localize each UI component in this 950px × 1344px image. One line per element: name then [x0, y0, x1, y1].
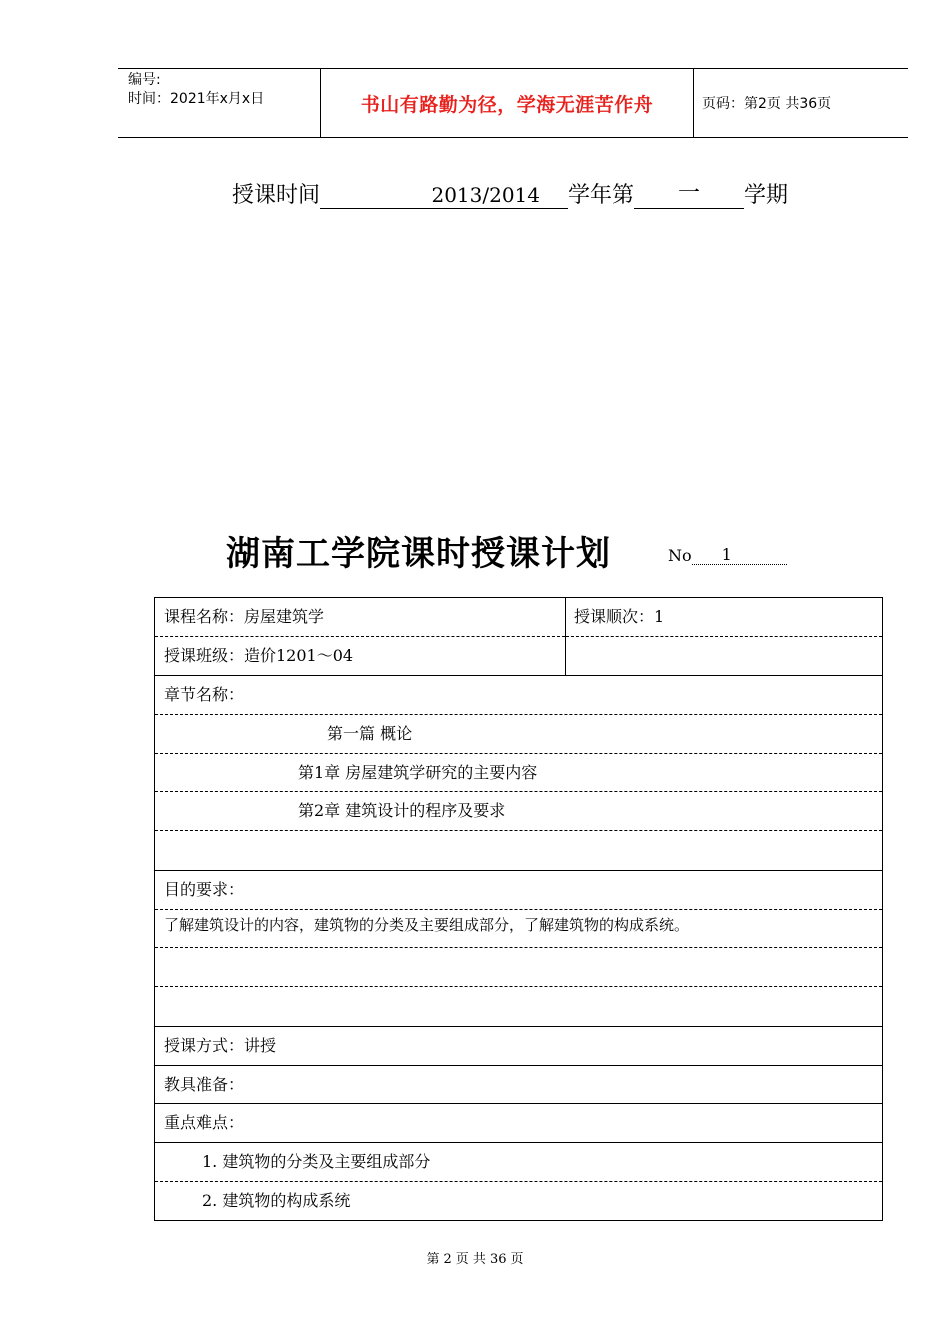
footer-prefix: 第 — [426, 1252, 440, 1267]
header-motto: 书山有路勤为径，学海无涯苦作舟 — [320, 69, 694, 137]
page-title: 湖南工学院课时授课计划 — [226, 534, 611, 574]
page-footer — [0, 1248, 950, 1267]
row-goal-blank-2 — [155, 986, 882, 1026]
row-chapter-3 — [155, 791, 882, 830]
header-meta — [118, 69, 320, 137]
key-label: 重点难点： — [164, 1113, 245, 1132]
header-page: 页码：第2页 共36页 — [702, 96, 832, 112]
row-key-2 — [155, 1181, 882, 1220]
footer-suffix: 页 — [510, 1252, 524, 1267]
lesson-order: 授课顺次：1 — [574, 607, 665, 626]
row-goal-text — [155, 909, 882, 947]
row-class — [155, 636, 565, 675]
course-name: 课程名称：房屋建筑学 — [164, 607, 325, 626]
chapter-2: 第1章 房屋建筑学研究的主要内容 — [298, 763, 538, 782]
key-point-2: 2. 建筑物的构成系统 — [202, 1191, 351, 1210]
chapter-1: 第一篇 概论 — [327, 724, 413, 743]
row-goal-blank-1 — [155, 947, 882, 986]
chapter-3: 第2章 建筑设计的程序及要求 — [298, 801, 506, 820]
teaching-tools: 教具准备： — [164, 1075, 245, 1094]
lesson-plan-table — [154, 597, 883, 1221]
plan-number-value: 1 — [692, 545, 787, 565]
term-year: 2013/2014 — [320, 181, 568, 209]
row-tools — [155, 1065, 882, 1103]
term-mid: 学年第 — [568, 183, 635, 208]
teaching-method: 授课方式：讲授 — [164, 1036, 277, 1055]
term-end: 学期 — [744, 183, 789, 208]
row-goal-label — [155, 870, 882, 909]
row-key-label — [155, 1103, 882, 1142]
row-chapter-blank — [155, 830, 882, 870]
row-course-name — [155, 598, 882, 636]
term-line — [232, 178, 788, 209]
footer-page-num: 2 — [443, 1252, 452, 1267]
document-header — [118, 68, 908, 138]
goal-label: 目的要求： — [164, 880, 245, 899]
header-number: 编号: — [128, 72, 161, 88]
row-chapter-2 — [155, 753, 882, 791]
divider-right — [566, 636, 882, 637]
chapter-label: 章节名称： — [164, 685, 245, 704]
term-label: 授课时间 — [232, 183, 321, 208]
plan-number — [668, 545, 787, 565]
class-name: 授课班级：造价1201～04 — [164, 646, 354, 665]
header-time: 时间：2021年x月x日 — [128, 91, 265, 107]
footer-page-total: 36 — [489, 1252, 507, 1267]
row-key-1 — [155, 1142, 882, 1181]
footer-mid: 页 共 — [455, 1252, 486, 1267]
row-chapter-label — [155, 675, 882, 714]
row-method — [155, 1026, 882, 1065]
row-chapter-1 — [155, 714, 882, 753]
key-point-1: 1. 建筑物的分类及主要组成部分 — [202, 1152, 431, 1171]
plan-number-label: No — [668, 546, 692, 565]
term-semester: 一 — [634, 180, 744, 209]
goal-text: 了解建筑设计的内容，建筑物的分类及主要组成部分，了解建筑物的构成系统。 — [164, 916, 690, 934]
